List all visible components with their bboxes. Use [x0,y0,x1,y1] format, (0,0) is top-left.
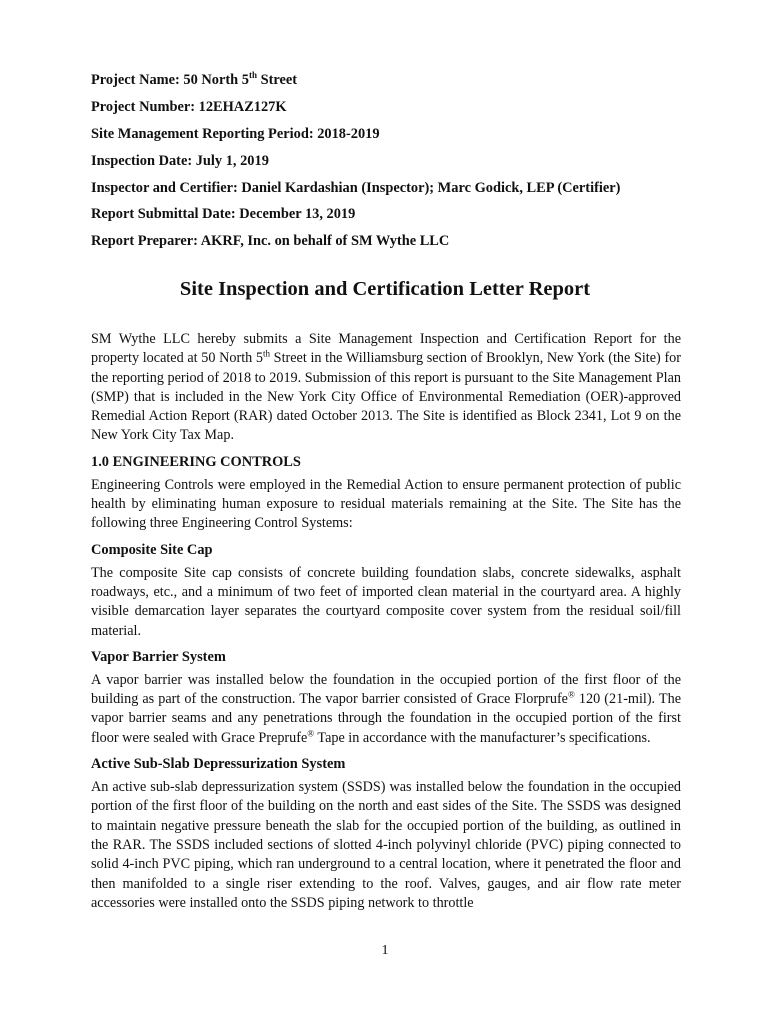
composite-site-cap-paragraph: The composite Site cap consists of concrete building foundation slabs, concrete sidewalks, asphalt roadways, etc., and a minimum of two feet of imported clean material in the courtyard area. A highly visible demarcation layer separates the courtyard composite cover system from the residual soil/fill material. [91,564,681,639]
subheading-ssds: Active Sub-Slab Depressurization System [91,756,346,773]
report-title: Site Inspection and Certification Letter Report [179,278,591,300]
reporting-period: Site Management Reporting Period: 2018-2019 [91,125,380,142]
section-heading-engineering-controls: 1.0 ENGINEERING CONTROLS [91,453,301,470]
project-number: Project Number: 12EHAZ127K [91,98,287,115]
vapor-barrier-paragraph: A vapor barrier was installed below the foundation in the occupied portion of the first floor of the building as part of the construction. The vapor barrier consisted of Grace Florprufe® 120 (21-mil). The vapor barrier seams and any penetrations through the foundation in the occupied portion of the first floor were sealed with Grace Preprufe® Tape in accordance with the manufacturer’s specifications. [91,671,681,746]
subheading-composite-site-cap: Composite Site Cap [91,541,213,558]
inspection-date: Inspection Date: July 1, 2019 [91,152,269,169]
page-number: 1 [381,943,389,958]
project-info-block [91,70,691,258]
submittal-date: Report Submittal Date: December 13, 2019 [91,206,356,223]
project-name: Project Name: 50 North 5th Street [91,70,298,88]
intro-paragraph: SM Wythe LLC hereby submits a Site Management Inspection and Certification Report for the property located at 50 North 5th Street in the Williamsburg section of Brooklyn, New York (the Site) for the reporting period of 2018 to 2019. Submission of this report is pursuant to the Site Management Plan (SMP) that is included in the New York City Office of Environmental Remediation (OER)-approved Remedial Action Report (RAR) dated October 2013. The Site is identified as Block 2341, Lot 9 on the New York City Tax Map. [91,331,681,444]
ssds-paragraph: An active sub-slab depressurization system (SSDS) was installed below the foundation in the occupied portion of the first floor of the building on the north and east sides of the Site. The SSDS was designed to maintain negative pressure beneath the slab for the occupied portion of the building, as outlined in the RAR. The SSDS included sections of slotted 4-inch polyvinyl chloride (PVC) piping connected to solid 4-inch PVC piping, which ran underground to a central location, where it penetrated the floor and then manifolded to a single riser extending to the roof. Valves, gauges, and air flow rate meter accessories were installed onto the SSDS piping network to throttle [91,779,681,911]
engineering-controls-paragraph: Engineering Controls were employed in the Remedial Action to ensure permanent protection of public health by eliminating human exposure to residual materials remaining at the Site. The Site has the following three Engineering Control Systems: [91,476,681,532]
inspector-certifier: Inspector and Certifier: Daniel Kardashian (Inspector); Marc Godick, LEP (Certifier) [91,179,621,196]
subheading-vapor-barrier: Vapor Barrier System [91,648,226,665]
report-preparer: Report Preparer: AKRF, Inc. on behalf of SM Wythe LLC [91,233,450,250]
report-body [91,330,681,920]
